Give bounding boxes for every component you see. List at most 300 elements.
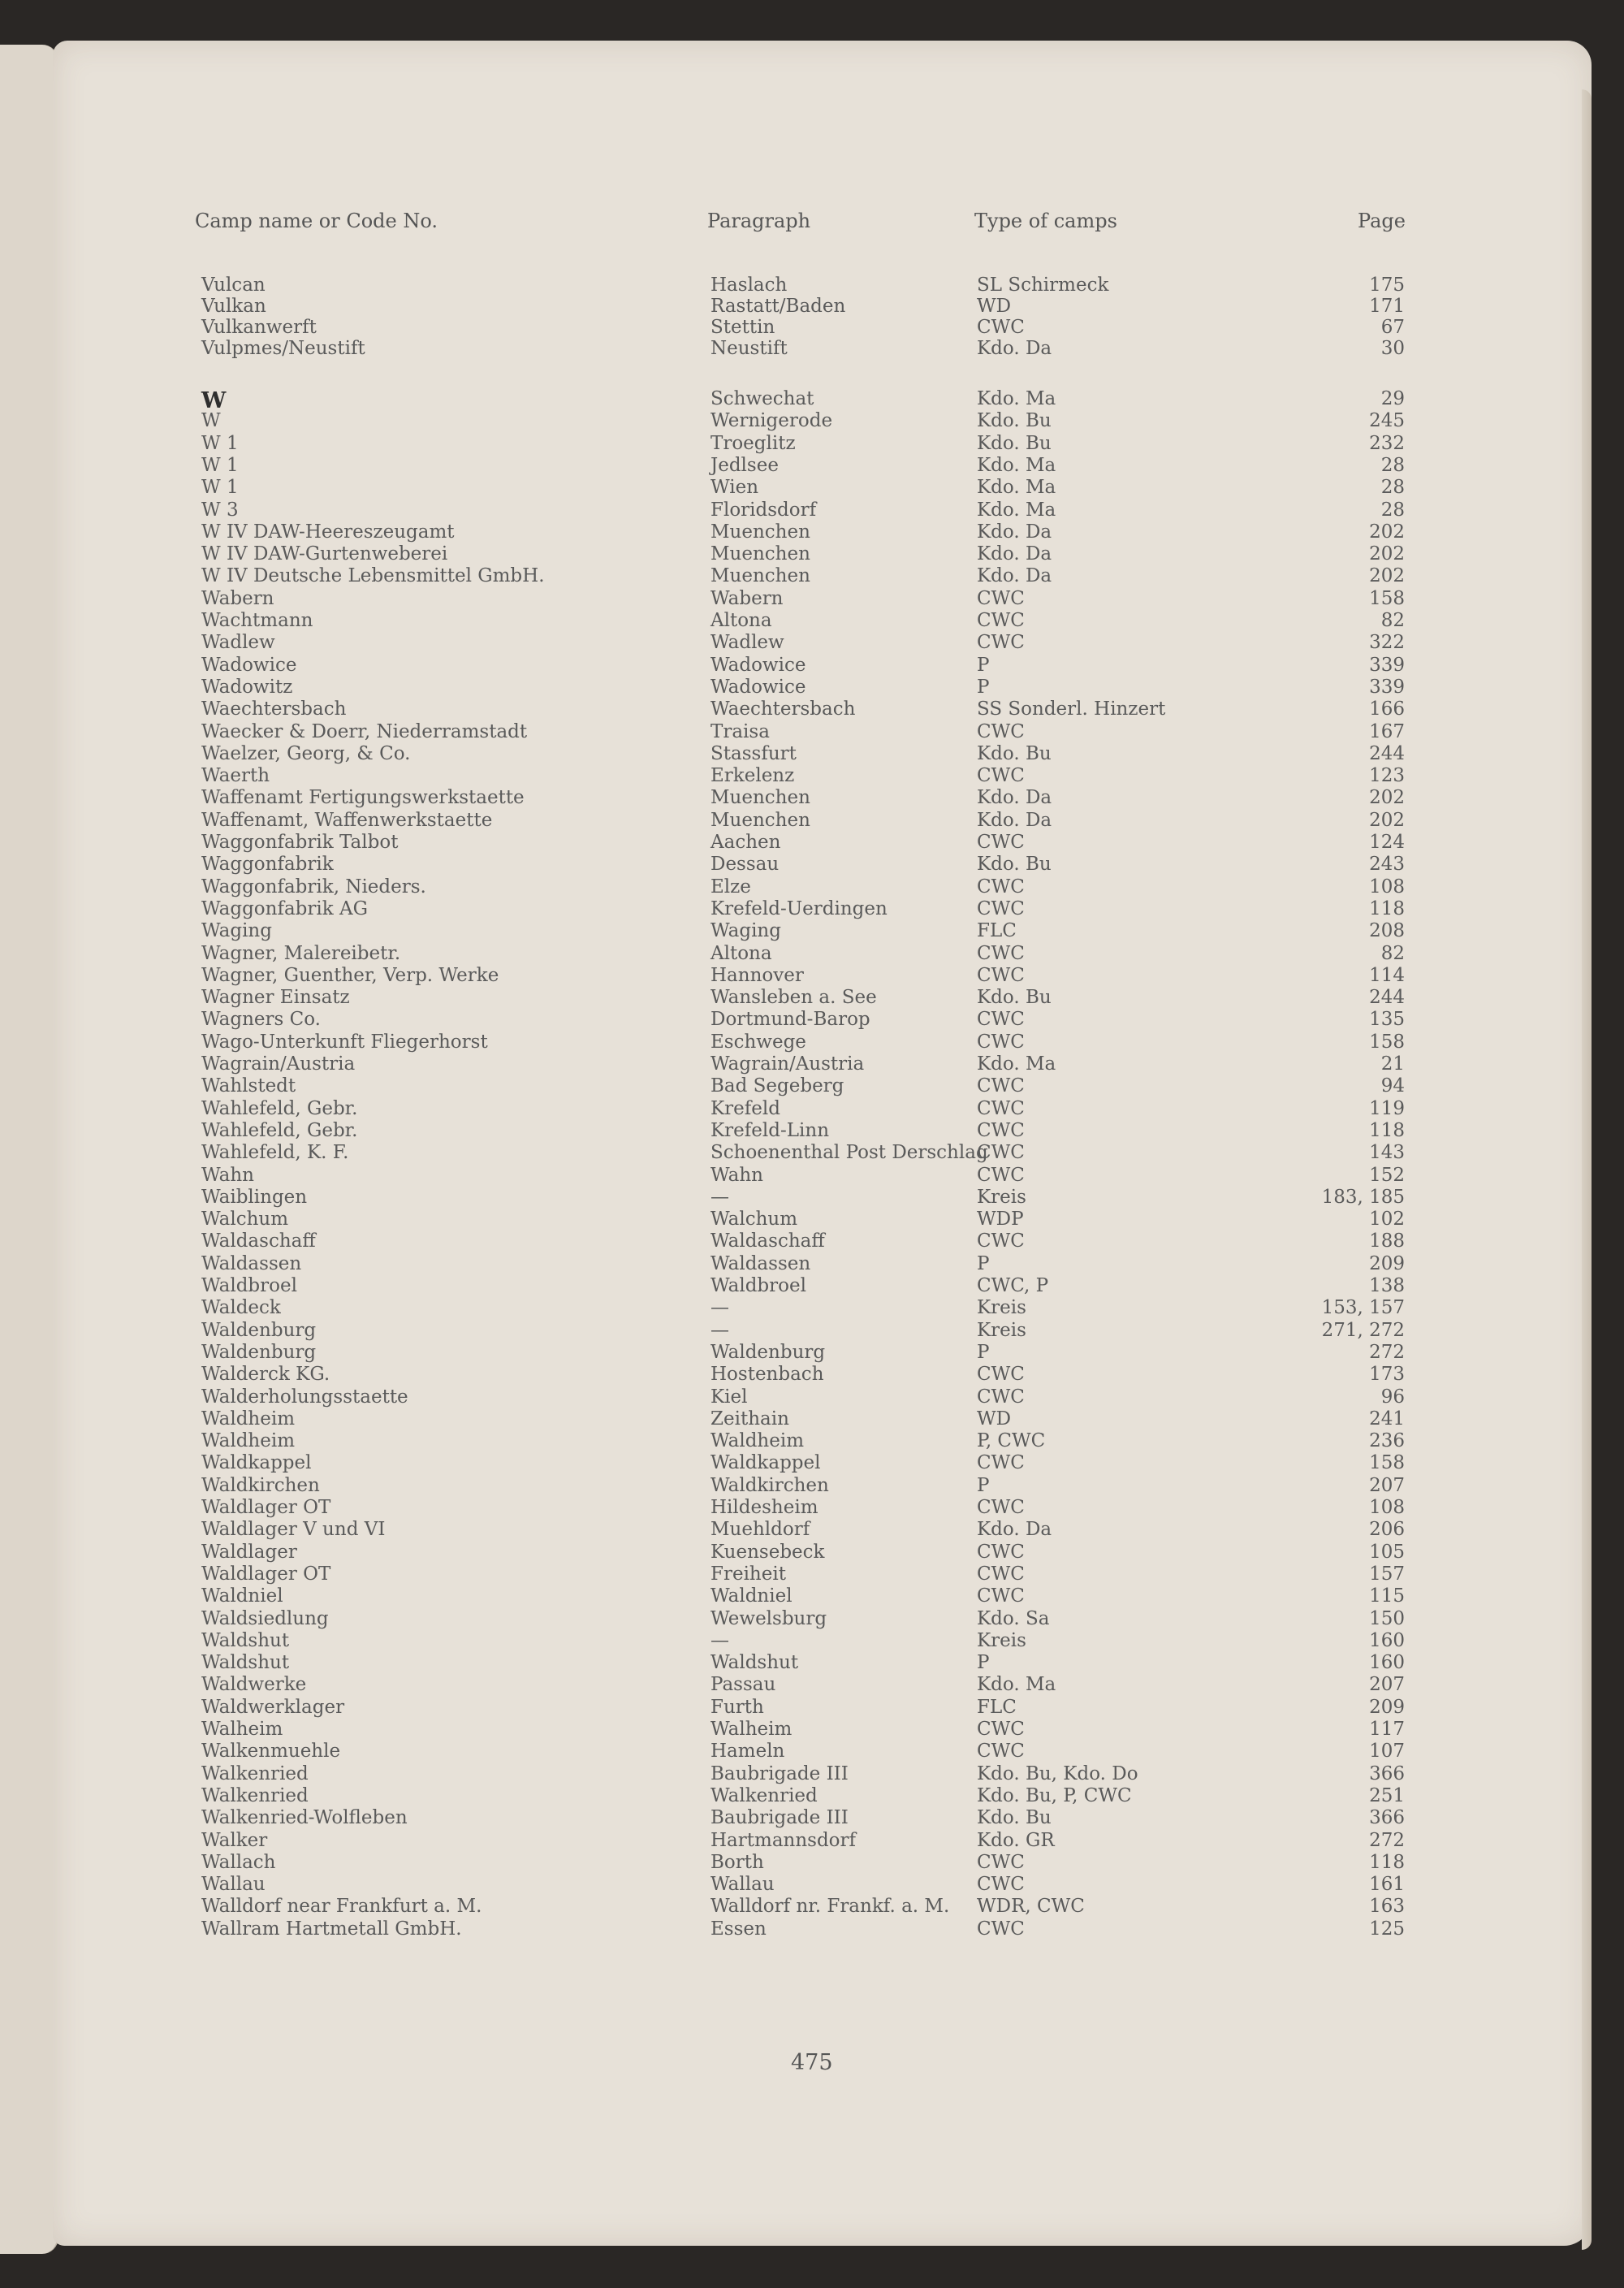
camp-name-cell: Waiblingen (201, 1186, 308, 1208)
table-row (0, 1165, 1624, 1187)
page-ref-cell: 28 (1380, 477, 1405, 499)
paragraph-cell: Walheim (710, 1719, 793, 1740)
page-ref-cell: 244 (1369, 987, 1405, 1009)
camp-name-cell: W IV DAW-Gurtenweberei (201, 543, 448, 565)
paragraph-cell: Muehldorf (710, 1519, 810, 1541)
paragraph-cell: Floridsdorf (710, 499, 817, 521)
camp-type-cell: P (977, 654, 990, 676)
camp-name-cell: W IV Deutsche Lebensmittel GmbH. (201, 565, 545, 587)
camp-name-cell: W IV DAW-Heereszeugamt (201, 521, 455, 543)
camp-type-cell: Kdo. Da (977, 787, 1052, 809)
table-row (0, 721, 1624, 743)
camp-type-cell: CWC (977, 1563, 1025, 1585)
page-ref-cell: 163 (1369, 1896, 1405, 1918)
table-row (0, 275, 1624, 296)
table-row (0, 588, 1624, 610)
header-page: Page (1358, 210, 1406, 232)
camp-type-cell: CWC (977, 942, 1025, 964)
camp-name-cell: W 1 (201, 432, 239, 454)
camp-name-cell: Waldwerklager (201, 1696, 345, 1718)
table-row (0, 1386, 1624, 1408)
camp-type-cell: CWC (977, 1097, 1025, 1119)
page-ref-cell: 207 (1369, 1674, 1405, 1696)
paragraph-cell: Troeglitz (710, 432, 796, 454)
page-ref-cell: 175 (1369, 275, 1405, 296)
camp-type-cell: CWC (977, 720, 1025, 742)
camp-type-cell: Kdo. Bu (977, 987, 1052, 1009)
camp-name-cell: Walheim (201, 1719, 283, 1740)
table-row (0, 743, 1624, 765)
page-ref-cell: 209 (1369, 1696, 1405, 1718)
page-ref-cell: 21 (1380, 1053, 1405, 1075)
camp-name-cell: Wagners Co. (201, 1009, 321, 1031)
paragraph-cell: Wahn (710, 1164, 763, 1186)
camp-name-cell: W 3 (201, 499, 239, 521)
camp-name-cell: Waldniel (201, 1585, 283, 1607)
table-row (0, 1009, 1624, 1031)
page-ref-cell: 125 (1369, 1918, 1405, 1940)
camp-name-cell: Wallau (201, 1874, 266, 1896)
paragraph-cell: Stettin (710, 317, 775, 338)
paragraph-cell: Schoenenthal Post Derschlag (710, 1142, 988, 1164)
page-ref-cell: 123 (1369, 765, 1405, 787)
table-row (0, 810, 1624, 832)
camp-name-cell: Waldkappel (201, 1452, 312, 1474)
paragraph-cell: Wallau (710, 1874, 775, 1896)
paragraph-cell: Wabern (710, 587, 784, 609)
table-row (0, 1652, 1624, 1674)
paragraph-cell: Hannover (710, 964, 804, 986)
camp-name-cell: Waldsiedlung (201, 1607, 329, 1629)
camp-type-cell: Kdo. Ma (977, 454, 1056, 476)
table-row (0, 1408, 1624, 1430)
camp-type-cell: CWC (977, 765, 1025, 787)
page-ref-cell: 161 (1369, 1874, 1405, 1896)
table-row (0, 1475, 1624, 1497)
camp-name-cell: Waggonfabrik Talbot (201, 832, 399, 853)
camp-name-cell: Waffenamt Fertigungswerkstaette (201, 787, 525, 809)
paragraph-cell: Wien (710, 477, 759, 499)
page-ref-cell: 272 (1369, 1341, 1405, 1363)
camp-type-cell: Kreis (977, 1319, 1026, 1341)
table-row (0, 1564, 1624, 1585)
header-paragraph: Paragraph (707, 210, 811, 232)
paragraph-cell: Neustift (710, 338, 788, 359)
paragraph-cell: Hameln (710, 1741, 785, 1762)
camp-name-cell: W (201, 410, 221, 432)
paragraph-cell: Baubrigade III (710, 1762, 849, 1784)
paragraph-cell: Hostenbach (710, 1364, 824, 1386)
table-row (0, 987, 1624, 1009)
camp-type-cell: P (977, 1252, 990, 1274)
page-ref-cell: 105 (1369, 1541, 1405, 1563)
page-ref-cell: 118 (1369, 897, 1405, 919)
page-ref-cell: 241 (1369, 1408, 1405, 1429)
table-row (0, 1585, 1624, 1607)
paragraph-cell: Waldniel (710, 1585, 793, 1607)
page-ref-cell: 160 (1369, 1629, 1405, 1651)
page-ref-cell: 206 (1369, 1519, 1405, 1541)
table-row (0, 610, 1624, 632)
page-ref-cell: 166 (1369, 699, 1405, 720)
camp-type-cell: CWC (977, 1231, 1025, 1252)
table-row (0, 943, 1624, 965)
camp-name-cell: Waerth (201, 765, 270, 787)
paragraph-cell: Muenchen (710, 565, 810, 587)
camp-type-cell: P (977, 1474, 990, 1496)
camp-name-cell: Walchum (201, 1209, 289, 1231)
table-row (0, 1297, 1624, 1319)
table-row (0, 1098, 1624, 1120)
page-ref-cell: 30 (1380, 338, 1405, 359)
camp-name-cell: Walkenried (201, 1762, 309, 1784)
camp-type-cell: Kdo. Da (977, 1519, 1052, 1541)
camp-name-cell: Wahlefeld, Gebr. (201, 1119, 358, 1141)
paragraph-cell: — (710, 1629, 729, 1651)
camp-type-cell: Kdo. Ma (977, 477, 1056, 499)
table-row (0, 677, 1624, 699)
camp-name-cell: Wallram Hartmetall GmbH. (201, 1918, 462, 1940)
page-ref-cell: 117 (1369, 1719, 1405, 1740)
paragraph-cell: Waldheim (710, 1430, 805, 1452)
page-ref-cell: 150 (1369, 1607, 1405, 1629)
table-row (0, 543, 1624, 565)
page-ref-cell: 124 (1369, 832, 1405, 853)
paragraph-cell: Waldkirchen (710, 1474, 829, 1496)
page-ref-cell: 82 (1380, 610, 1405, 631)
camp-type-cell: CWC (977, 964, 1025, 986)
camp-type-cell: SS Sonderl. Hinzert (977, 699, 1166, 720)
page-ref-cell: 143 (1369, 1142, 1405, 1164)
table-row (0, 500, 1624, 521)
paragraph-cell: Haslach (710, 275, 788, 296)
page-ref-cell: 208 (1369, 920, 1405, 942)
camp-type-cell: CWC (977, 587, 1025, 609)
camp-type-cell: CWC (977, 1452, 1025, 1474)
camp-name-cell: W 1 (201, 454, 239, 476)
page-ref-cell: 108 (1369, 1497, 1405, 1518)
camp-name-cell: W 1 (201, 477, 239, 499)
camp-type-cell: Kdo. Bu, P, CWC (977, 1784, 1132, 1806)
page-ref-cell: 202 (1369, 787, 1405, 809)
page-ref-cell: 271, 272 (1321, 1319, 1405, 1341)
camp-type-cell: CWC (977, 610, 1025, 631)
camp-name-cell: Wallach (201, 1851, 276, 1873)
header-camp-name: Camp name or Code No. (195, 210, 438, 232)
camp-type-cell: Kreis (977, 1629, 1026, 1651)
camp-type-cell: Kdo. Ma (977, 1053, 1056, 1075)
camp-type-cell: Kdo. Da (977, 565, 1052, 587)
page-ref-cell: 202 (1369, 521, 1405, 543)
paragraph-cell: Wagrain/Austria (710, 1053, 865, 1075)
table-row (0, 1142, 1624, 1164)
camp-name-cell: Waldlager V und VI (201, 1519, 386, 1541)
camp-type-cell: CWC (977, 1009, 1025, 1031)
page-ref-cell: 67 (1380, 317, 1405, 338)
camp-type-cell: Kdo. GR (977, 1829, 1055, 1851)
paragraph-cell: Krefeld-Linn (710, 1119, 830, 1141)
camp-type-cell: CWC (977, 317, 1025, 338)
camp-type-cell: CWC (977, 832, 1025, 853)
paragraph-cell: Walchum (710, 1209, 798, 1231)
paragraph-cell: Kuensebeck (710, 1541, 825, 1563)
camp-type-cell: CWC (977, 1142, 1025, 1164)
page-ref-cell: 135 (1369, 1009, 1405, 1031)
page-ref-cell: 153, 157 (1321, 1297, 1405, 1319)
table-row (0, 1342, 1624, 1364)
camp-type-cell: CWC (977, 632, 1025, 654)
camp-type-cell: Kdo. Bu (977, 742, 1052, 764)
page-ref-cell: 245 (1369, 410, 1405, 432)
page-ref-cell: 202 (1369, 543, 1405, 565)
camp-name-cell: Waldheim (201, 1408, 296, 1429)
camp-name-cell: Waging (201, 920, 272, 942)
paragraph-cell: — (710, 1186, 729, 1208)
table-row (0, 1763, 1624, 1785)
table-row (0, 1430, 1624, 1452)
paragraph-cell: Altona (710, 610, 772, 631)
paragraph-cell: — (710, 1297, 729, 1319)
camp-type-cell: Kdo. Bu, Kdo. Do (977, 1762, 1138, 1784)
page-ref-cell: 244 (1369, 742, 1405, 764)
paragraph-cell: Dortmund-Barop (710, 1009, 870, 1031)
camp-name-cell: Waldlager OT (201, 1563, 331, 1585)
paragraph-cell: Krefeld-Uerdingen (710, 897, 888, 919)
table-row (0, 854, 1624, 876)
table-row (0, 632, 1624, 654)
camp-type-cell: WD (977, 296, 1012, 317)
camp-type-cell: P (977, 1652, 990, 1674)
camp-type-cell: CWC (977, 1031, 1025, 1053)
page-number: 475 (791, 2050, 833, 2075)
page-ref-cell: 232 (1369, 432, 1405, 454)
table-row (0, 1452, 1624, 1474)
table-row (0, 965, 1624, 987)
table-row (0, 338, 1624, 360)
table-row (0, 1053, 1624, 1075)
page-ref-cell: 96 (1380, 1386, 1405, 1408)
page-ref-cell: 171 (1369, 296, 1405, 317)
camp-name-cell: Wahlstedt (201, 1075, 296, 1097)
table-row (0, 1542, 1624, 1564)
page-ref-cell: 108 (1369, 876, 1405, 897)
paragraph-cell: Wadowice (710, 676, 806, 698)
page-ref-cell: 202 (1369, 565, 1405, 587)
paragraph-cell: Wadowice (710, 654, 806, 676)
camp-name-cell: Wachtmann (201, 610, 313, 631)
table-row (0, 1697, 1624, 1719)
paragraph-cell: Waging (710, 920, 781, 942)
camp-name-cell: Waldheim (201, 1430, 296, 1452)
table-row (0, 1719, 1624, 1741)
paragraph-cell: Bad Segeberg (710, 1075, 844, 1097)
paragraph-cell: Kiel (710, 1386, 748, 1408)
page-ref-cell: 207 (1369, 1474, 1405, 1496)
camp-type-cell: Kdo. Ma (977, 388, 1056, 409)
camp-name-cell: Vulcan (201, 275, 266, 296)
table-row (0, 477, 1624, 499)
camp-type-cell: CWC (977, 1119, 1025, 1141)
table-row (0, 832, 1624, 854)
camp-name-cell: Wagner, Malereibetr. (201, 942, 401, 964)
page-ref-cell: 28 (1380, 454, 1405, 476)
paragraph-cell: Aachen (710, 832, 781, 853)
camp-name-cell: Wadowitz (201, 676, 293, 698)
table-row (0, 1209, 1624, 1231)
paragraph-cell: Wewelsburg (710, 1607, 827, 1629)
page-ref-cell: 119 (1369, 1097, 1405, 1119)
camp-name-cell: Wagrain/Austria (201, 1053, 356, 1075)
camp-name-cell: Wadlew (201, 632, 275, 654)
table-row (0, 787, 1624, 809)
camp-name-cell: Wagner Einsatz (201, 987, 350, 1009)
camp-name-cell: Wahn (201, 1164, 254, 1186)
camp-type-cell: WDP (977, 1209, 1024, 1231)
page-ref-cell: 94 (1380, 1075, 1405, 1097)
camp-name-cell: Wago-Unterkunft Fliegerhorst (201, 1031, 488, 1053)
table-row (0, 1852, 1624, 1874)
page-ref-cell: 29 (1380, 388, 1405, 409)
paragraph-cell: Rastatt/Baden (710, 296, 846, 317)
table-row (0, 565, 1624, 587)
page-ref-cell: 202 (1369, 809, 1405, 831)
page-ref-cell: 183, 185 (1321, 1186, 1405, 1208)
camp-name-cell: Waldassen (201, 1252, 302, 1274)
camp-type-cell: P, CWC (977, 1430, 1046, 1452)
page-ref-cell: 152 (1369, 1164, 1405, 1186)
table-row (0, 1674, 1624, 1696)
camp-name-cell: Waldwerke (201, 1674, 307, 1696)
paragraph-cell: Stassfurt (710, 742, 797, 764)
table-row (0, 1519, 1624, 1541)
camp-name-cell: Waldkirchen (201, 1474, 320, 1496)
page-ref-cell: 339 (1369, 676, 1405, 698)
table-row (0, 1830, 1624, 1852)
camp-type-cell: Kdo. Sa (977, 1607, 1050, 1629)
page-ref-cell: 102 (1369, 1209, 1405, 1231)
table-row (0, 1630, 1624, 1652)
paragraph-cell: Baubrigade III (710, 1807, 849, 1829)
paragraph-cell: Waldkappel (710, 1452, 821, 1474)
page-ref-cell: 251 (1369, 1784, 1405, 1806)
camp-name-cell: Wagner, Guenther, Verp. Werke (201, 964, 499, 986)
table-row (0, 1075, 1624, 1097)
table-row (0, 898, 1624, 920)
paragraph-cell: Traisa (710, 720, 770, 742)
camp-name-cell: Waldbroel (201, 1275, 297, 1296)
table-row (0, 1275, 1624, 1297)
camp-type-cell: CWC (977, 1075, 1025, 1097)
paragraph-cell: Essen (710, 1918, 767, 1940)
paragraph-cell: Krefeld (710, 1097, 780, 1119)
camp-type-cell: Kdo. Ma (977, 1674, 1056, 1696)
camp-type-cell: P (977, 1341, 990, 1363)
camp-type-cell: CWC (977, 1497, 1025, 1518)
camp-name-cell: Waldenburg (201, 1319, 317, 1341)
table-row (0, 433, 1624, 455)
paragraph-cell: Waldassen (710, 1252, 811, 1274)
header-type-of-camps: Type of camps (974, 210, 1117, 232)
camp-name-cell: Vulkanwerft (201, 317, 317, 338)
camp-name-cell: Waldaschaff (201, 1231, 316, 1252)
table-row (0, 765, 1624, 787)
paragraph-cell: Waechtersbach (710, 699, 856, 720)
table-row (0, 1741, 1624, 1762)
camp-type-cell: Kdo. Da (977, 543, 1052, 565)
table-row (0, 388, 1624, 413)
camp-name-cell: Walldorf near Frankfurt a. M. (201, 1896, 482, 1918)
camp-name-cell: W (201, 388, 227, 413)
paragraph-cell: Borth (710, 1851, 764, 1873)
camp-name-cell: Waggonfabrik, Nieders. (201, 876, 426, 897)
camp-type-cell: P (977, 676, 990, 698)
table-row (0, 317, 1624, 339)
camp-type-cell: CWC (977, 1719, 1025, 1740)
camp-type-cell: Kdo. Da (977, 338, 1052, 359)
page-ref-cell: 158 (1369, 587, 1405, 609)
page-ref-cell: 188 (1369, 1231, 1405, 1252)
paragraph-cell: Hildesheim (710, 1497, 818, 1518)
paragraph-cell: Waldaschaff (710, 1231, 825, 1252)
table-row (0, 1918, 1624, 1940)
paragraph-cell: Waldenburg (710, 1341, 826, 1363)
table-row (0, 1032, 1624, 1053)
camp-type-cell: Kdo. Ma (977, 499, 1056, 521)
page-ref-cell: 28 (1380, 499, 1405, 521)
paragraph-cell: Erkelenz (710, 765, 795, 787)
table-row (0, 1874, 1624, 1896)
table-row (0, 410, 1624, 432)
paragraph-cell: Dessau (710, 854, 780, 876)
paragraph-cell: Waldbroel (710, 1275, 806, 1296)
table-row (0, 876, 1624, 898)
camp-name-cell: Waldshut (201, 1652, 290, 1674)
camp-name-cell: Waldenburg (201, 1341, 317, 1363)
camp-name-cell: Waldshut (201, 1629, 290, 1651)
table-row (0, 455, 1624, 477)
page-ref-cell: 243 (1369, 854, 1405, 876)
page-ref-cell: 209 (1369, 1252, 1405, 1274)
camp-name-cell: Vulpmes/Neustift (201, 338, 365, 359)
page-ref-cell: 82 (1380, 942, 1405, 964)
camp-name-cell: Walkenmuehle (201, 1741, 341, 1762)
table-row (0, 1253, 1624, 1275)
paragraph-cell: Altona (710, 942, 772, 964)
page-ref-cell: 158 (1369, 1031, 1405, 1053)
table-row (0, 1807, 1624, 1829)
page-ref-cell: 173 (1369, 1364, 1405, 1386)
camp-name-cell: Vulkan (201, 296, 266, 317)
paragraph-cell: Furth (710, 1696, 764, 1718)
table-row (0, 1320, 1624, 1342)
paragraph-cell: — (710, 1319, 729, 1341)
paragraph-cell: Elze (710, 876, 751, 897)
camp-type-cell: Kdo. Bu (977, 854, 1052, 876)
camp-type-cell: Kdo. Da (977, 809, 1052, 831)
camp-type-cell: Kreis (977, 1297, 1026, 1319)
camp-type-cell: WD (977, 1408, 1012, 1429)
paragraph-cell: Jedlsee (710, 454, 779, 476)
camp-type-cell: CWC (977, 1386, 1025, 1408)
page-ref-cell: 167 (1369, 720, 1405, 742)
paragraph-cell: Zeithain (710, 1408, 789, 1429)
camp-name-cell: Walkenried (201, 1784, 309, 1806)
page-ref-cell: 138 (1369, 1275, 1405, 1296)
table-row (0, 1896, 1624, 1918)
camp-type-cell: CWC (977, 1874, 1025, 1896)
page-ref-cell: 236 (1369, 1430, 1405, 1452)
table-row (0, 1785, 1624, 1807)
